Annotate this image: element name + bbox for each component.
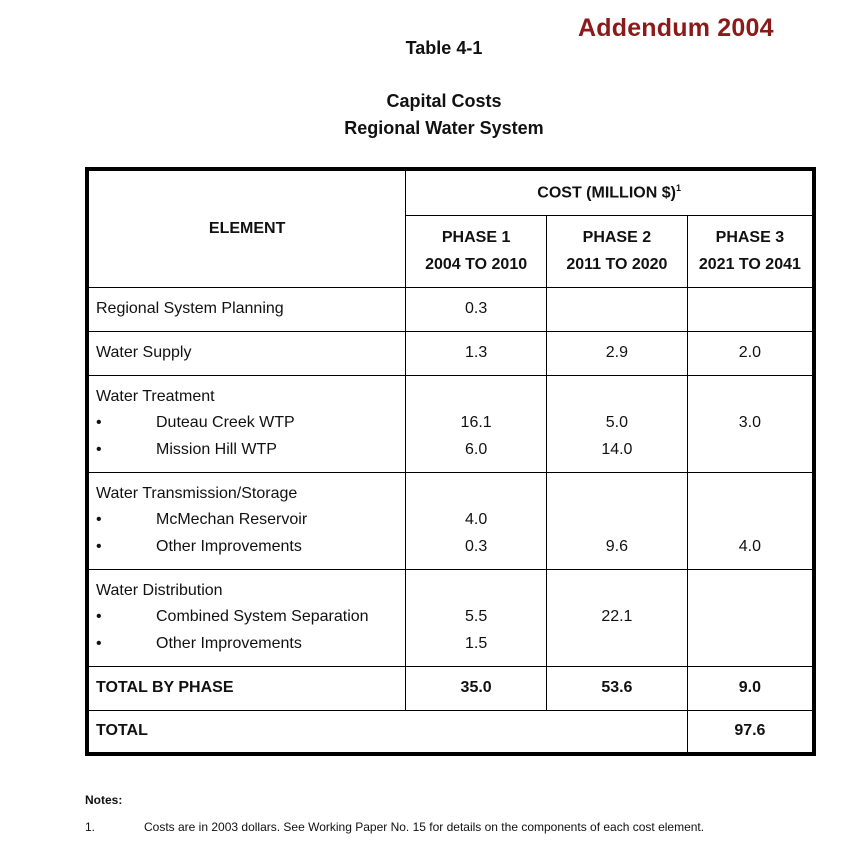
phase-3-header: PHASE 3 2021 TO 2041 xyxy=(687,215,814,287)
item-label: McMechan Reservoir xyxy=(156,511,308,529)
table-row xyxy=(87,331,814,375)
list-item xyxy=(96,507,405,534)
header-row-cost xyxy=(87,169,814,215)
note-number: 1. xyxy=(85,820,96,834)
group-label: Water Transmission/Storage xyxy=(96,484,298,502)
group-label: Water Treatment xyxy=(96,387,215,405)
capital-costs-table xyxy=(85,167,816,756)
table-title: Capital Costs xyxy=(386,91,502,111)
bullet: • xyxy=(96,414,102,432)
notes-label: Notes: xyxy=(85,793,123,807)
row-label: Water Supply xyxy=(87,331,406,375)
total-by-phase-row xyxy=(87,666,814,710)
row-label-group xyxy=(87,569,406,666)
list-item xyxy=(96,410,405,437)
table-row xyxy=(87,472,814,569)
list-item xyxy=(96,437,405,464)
item-label: Other Improvements xyxy=(156,634,302,652)
bullet: • xyxy=(96,608,102,626)
phase-1-total: 35.0 xyxy=(406,666,547,710)
table-row xyxy=(87,375,814,472)
row-label-group xyxy=(87,472,406,569)
phase-1-values: 16.1 6.0 xyxy=(406,375,547,472)
phase-1-value: 1.3 xyxy=(406,331,547,375)
bullet: • xyxy=(96,511,102,529)
group-label: Water Distribution xyxy=(96,581,223,599)
phase-2-value xyxy=(547,287,688,331)
table-row xyxy=(87,569,814,666)
bullet: • xyxy=(96,537,102,555)
row-label: TOTAL BY PHASE xyxy=(87,666,406,710)
table-number: Table 4-1 xyxy=(405,38,483,58)
note-text: Costs are in 2003 dollars. See Working Paper No. 15 for details on the components of each cost element. xyxy=(144,820,705,834)
list-item xyxy=(96,604,405,631)
element-header: ELEMENT xyxy=(87,169,406,287)
bullet: • xyxy=(96,440,102,458)
phase-3-total: 9.0 xyxy=(687,666,814,710)
phase-1-values: 5.5 1.5 xyxy=(406,569,547,666)
cost-header: COST (MILLION $)$^1$ xyxy=(406,169,814,215)
item-label: Combined System Separation xyxy=(156,608,369,626)
row-label: TOTAL xyxy=(87,710,687,754)
phase-2-total: 53.6 xyxy=(547,666,688,710)
phase-2-value: 2.9 xyxy=(547,331,688,375)
table-row xyxy=(87,287,814,331)
table-subtitle: Regional Water System xyxy=(344,118,544,138)
phase-3-values: 4.0 xyxy=(687,472,814,569)
phase-2-values: 5.0 14.0 xyxy=(547,375,688,472)
phase-2-values: 22.1 xyxy=(547,569,688,666)
bullet: • xyxy=(96,634,102,652)
phase-2-values: 9.6 xyxy=(547,472,688,569)
phase-3-values xyxy=(687,569,814,666)
list-item xyxy=(96,534,405,561)
phase-3-values: 3.0 xyxy=(687,375,814,472)
item-label: Mission Hill WTP xyxy=(156,440,277,458)
addendum-stamp: Addendum 2004 xyxy=(578,14,774,42)
list-item xyxy=(96,631,405,658)
phase-1-header: PHASE 1 2004 TO 2010 xyxy=(406,215,547,287)
grand-total-value: 97.6 xyxy=(687,710,814,754)
phase-1-value: 0.3 xyxy=(406,287,547,331)
item-label: Duteau Creek WTP xyxy=(156,414,295,432)
grand-total-row xyxy=(87,710,814,754)
phase-2-header: PHASE 2 2011 TO 2020 xyxy=(547,215,688,287)
item-label: Other Improvements xyxy=(156,537,302,555)
phase-1-values: 4.0 0.3 xyxy=(406,472,547,569)
phase-3-value xyxy=(687,287,814,331)
row-label-group xyxy=(87,375,406,472)
phase-3-value: 2.0 xyxy=(687,331,814,375)
row-label: Regional System Planning xyxy=(87,287,406,331)
